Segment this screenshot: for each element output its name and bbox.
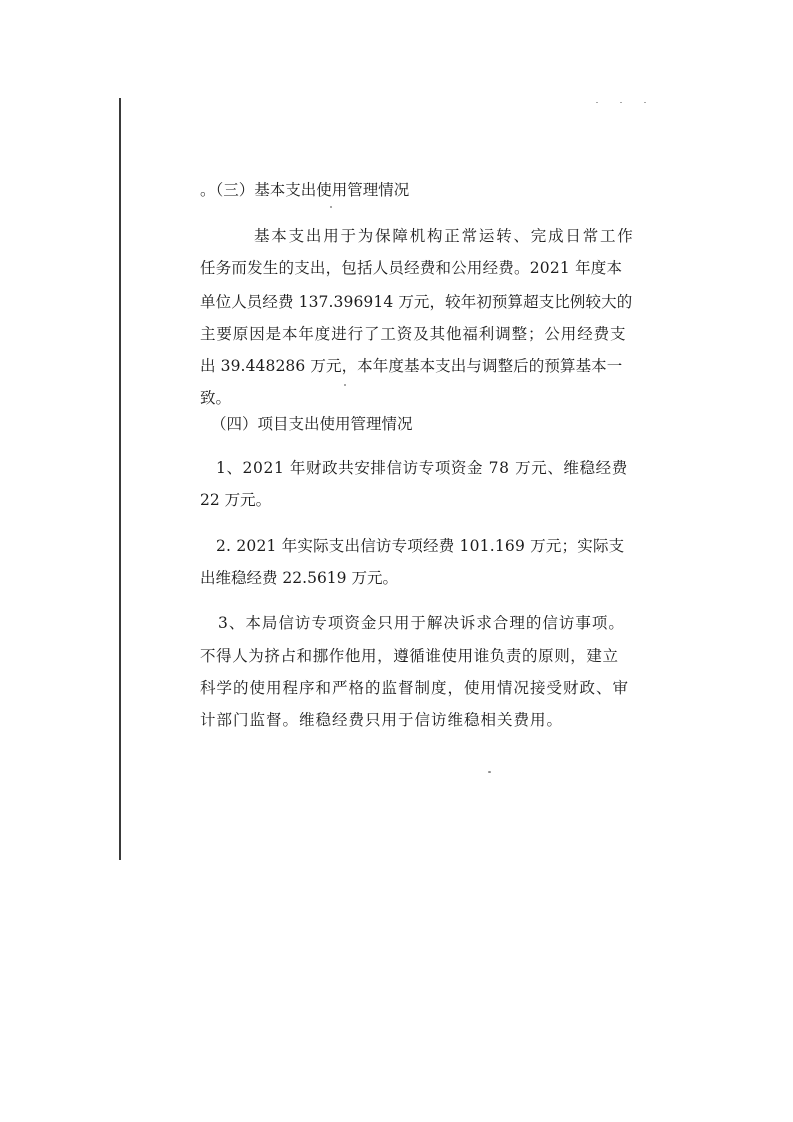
item3-line-4: 计部门监督。维稳经费只用于信访维稳相关费用。	[200, 711, 564, 729]
item1-line-2: 22 万元。	[200, 491, 272, 509]
item3-line-3: 科学的使用程序和严格的监督制度，使用情况接受财政、审	[200, 679, 630, 697]
scan-speck	[344, 384, 346, 386]
scan-speck	[488, 771, 491, 773]
section3-line-3: 单位人员经费 137.396914 万元，较年初预算超支比例较大的	[200, 293, 633, 311]
scan-speck	[330, 206, 332, 208]
item1-line-1: 1、2021 年财政共安排信访专项资金 78 万元、维稳经费	[216, 459, 628, 477]
section3-line-5: 出 39.448286 万元，本年度基本支出与调整后的预算基本一	[200, 357, 623, 375]
section4-heading: （四）项目支出使用管理情况	[211, 415, 413, 433]
section3-heading: 。（三）基本支出使用管理情况	[200, 181, 410, 199]
item3-line-1: 3、本局信访专项资金只用于解决诉求合理的信访事项。	[218, 614, 625, 632]
section3-line-1: 基本支出用于为保障机构正常运转、完成日常工作	[254, 227, 635, 245]
scan-speck	[596, 102, 598, 103]
item2-line-1: 2. 2021 年实际支出信访专项经费 101.169 万元；实际支	[216, 537, 625, 555]
item2-line-2: 出维稳经费 22.5619 万元。	[200, 569, 398, 587]
scan-border-line	[119, 98, 121, 860]
section3-line-4: 主要原因是本年度进行了工资及其他福利调整；公用经费支	[200, 325, 627, 343]
item3-line-2: 不得人为挤占和挪作他用，遵循谁使用谁负责的原则，建立	[200, 647, 619, 665]
scan-speck	[620, 102, 622, 103]
section3-line-6: 致。	[200, 389, 232, 407]
section3-line-2: 任务而发生的支出，包括人员经费和公用经费。2021 年度本	[200, 259, 623, 277]
scan-speck	[644, 102, 646, 103]
